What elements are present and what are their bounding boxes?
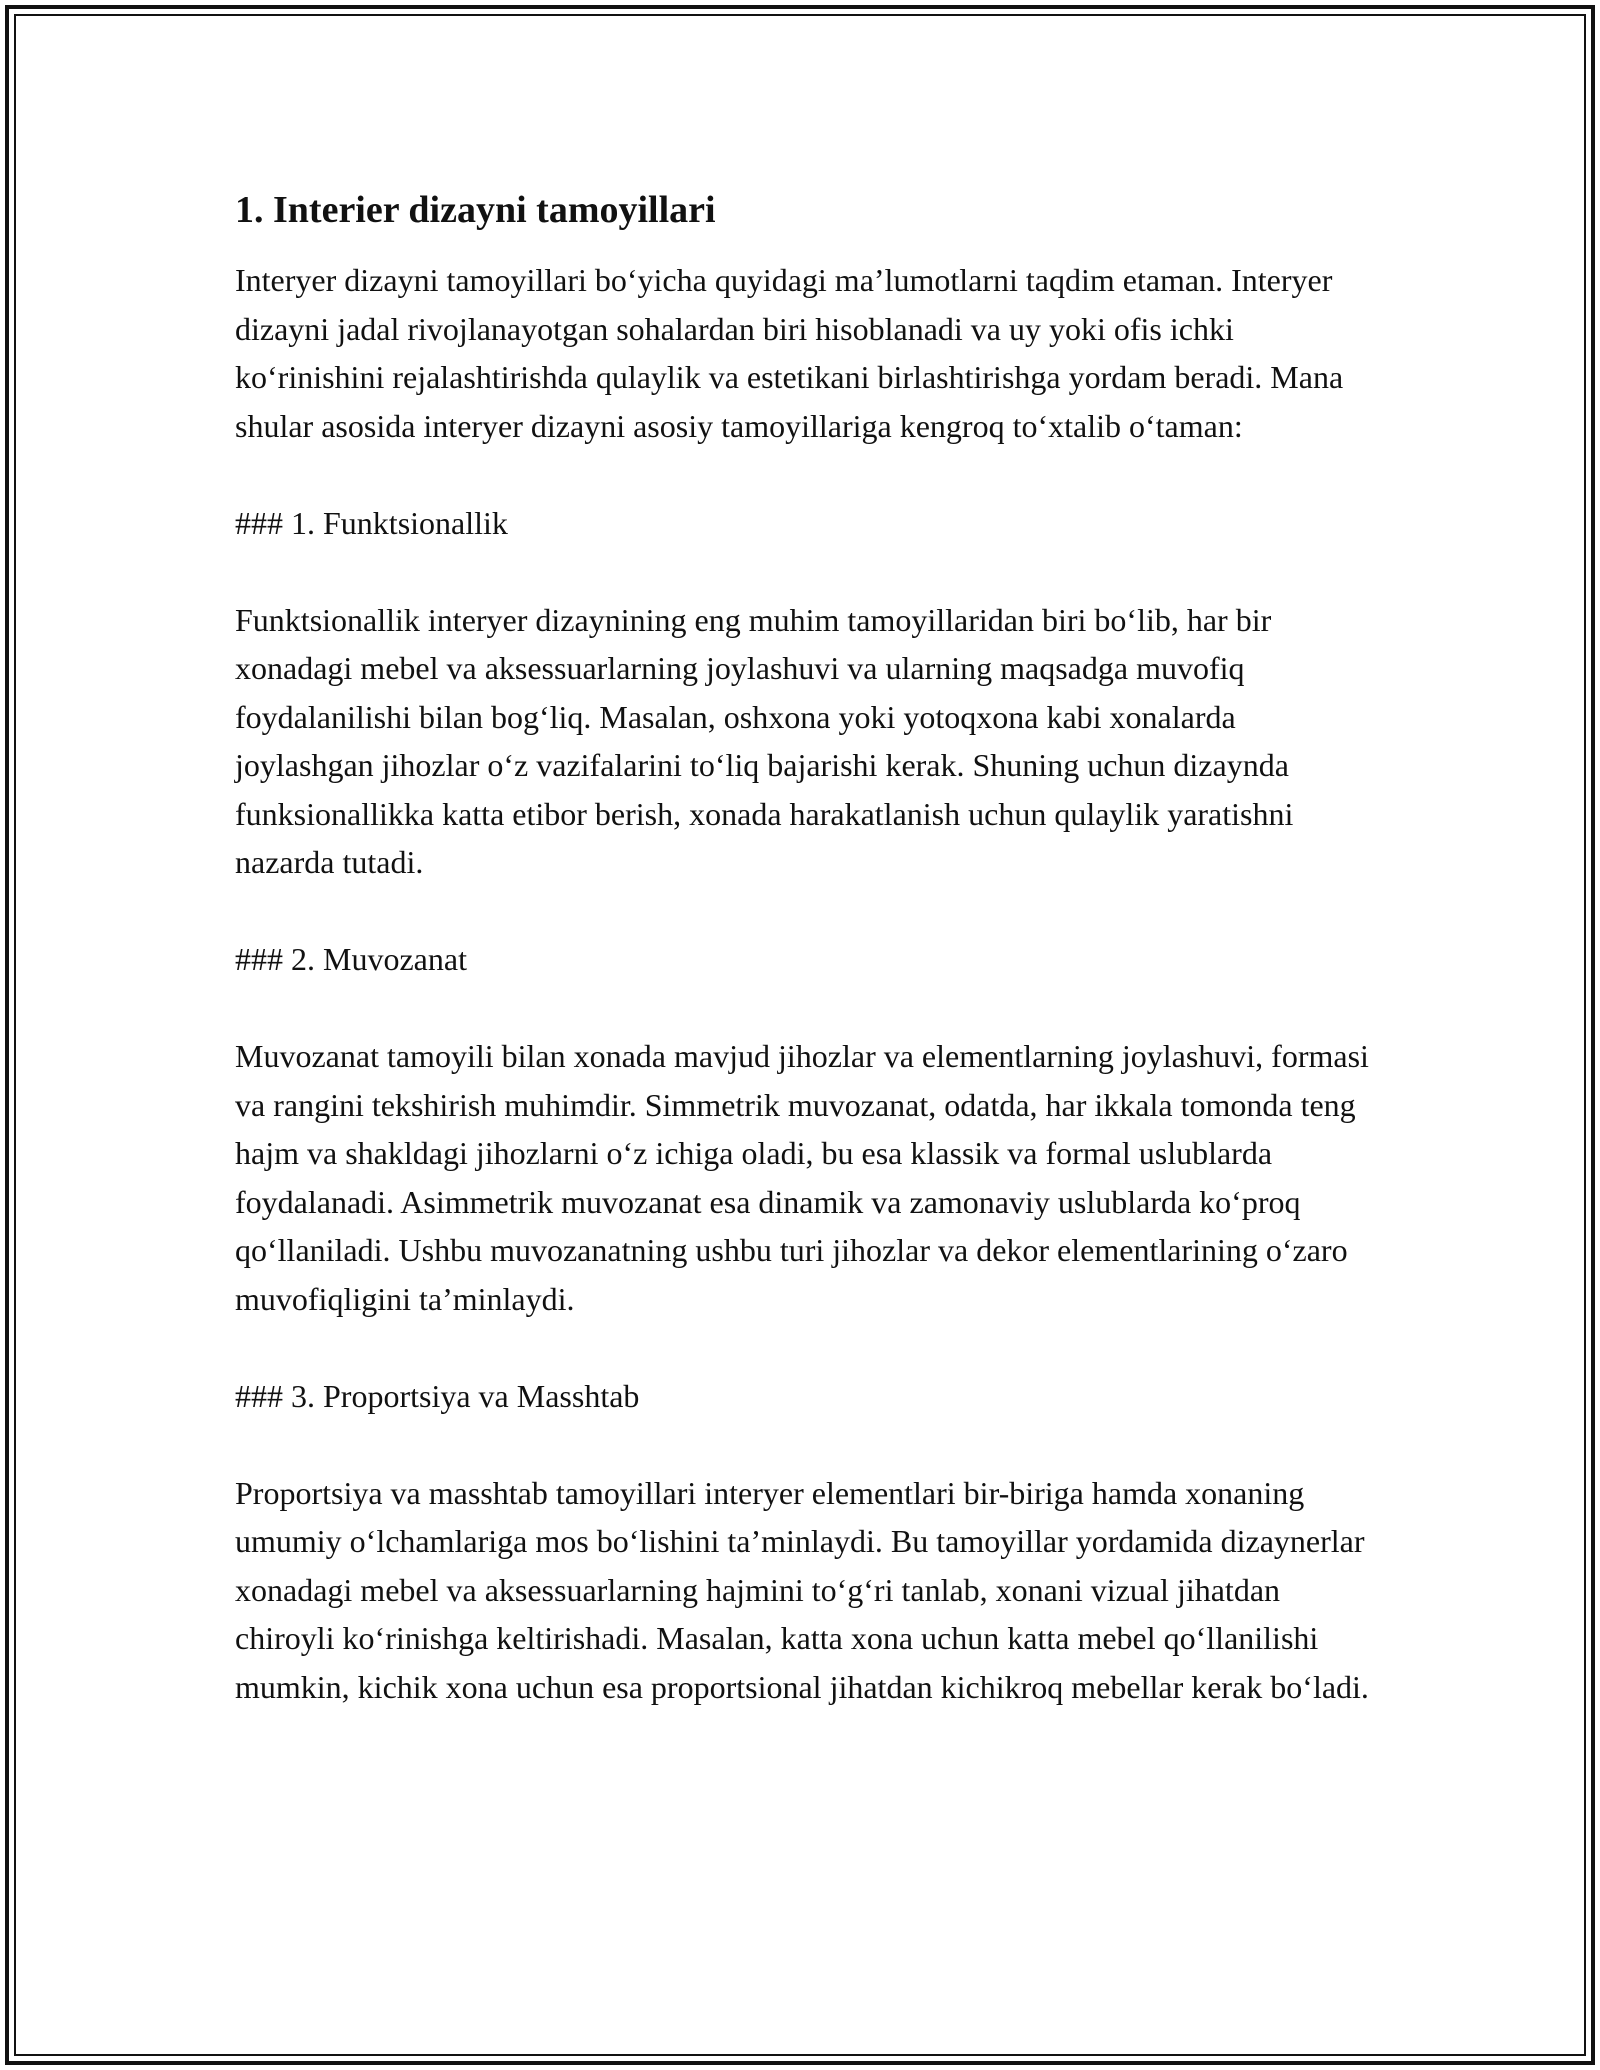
section-heading-proportsiya: ### 3. Proportsiya va Masshtab [235,1377,640,1414]
section-heading-funktsionallik: ### 1. Funktsionallik [235,504,508,541]
section-heading-muvozanat: ### 2. Muvozanat [235,941,467,977]
section-body-proportsiya: Proportsiya va masshtab tamoyillari interyer elementlari bir-biriga hamda xonaning umumiy o‘lchamlariga mos bo‘lishini ta’minlaydi. Bu tamoyillar yordamida dizaynerlar xonadagi mebel va aksessuarlarning hajmini to‘g‘ri tanlab, xonani vizual jihatdan chiroyli ko‘rinishga keltirishadi. Masalan, katta xona uchun katta mebel qo‘llanilishi mumkin, kichik xona uchun esa proportsional jihatdan kichikroq mebellar kerak bo‘ladi. [235,1474,1369,1705]
section-body-funktsionallik: Funktsionallik interyer dizaynining eng muhim tamoyillaridan biri bo‘lib, har bir xonadagi mebel va aksessuarlarning joylashuvi va ularning maqsadga muvofiq foydalanilishi bilan bog‘liq. Masalan, oshxona yoki yotoqxona kabi xonalarda joylashgan jihozlar o‘z vazifalarini to‘liq bajarishi kerak. Shuning uchun dizaynda funksionallikka katta etibor berish, xonada harakatlanish uchun qulaylik yaratishni nazarda tutadi. [235,601,1294,880]
document-title: 1. Interier dizayni tamoyillari [235,189,716,231]
document-body [235,186,1375,1711]
intro-paragraph: Interyer dizayni tamoyillari bo‘yicha quyidagi ma’lumotlarni taqdim etaman. Interyer dizayni jadal rivojlanayotgan sohalardan biri hisoblanadi va uy yoki ofis ichki ko‘rinishini rejalashtirishda qulaylik va estetikani birlashtirishga yordam beradi. Mana shular asosida interyer dizayni asosiy tamoyillariga kengroq to‘xtalib o‘taman: [235,262,1344,444]
section-body-muvozanat: Muvozanat tamoyili bilan xonada mavjud jihozlar va elementlarning joylashuvi, formasi va rangini tekshirish muhimdir. Simmetrik muvozanat, odatda, har ikkala tomonda teng hajm va shakldagi jihozlarni o‘z ichiga oladi, bu esa klassik va formal uslublarda foydalanadi. Asimmetrik muvozanat esa dinamik va zamonaviy uslublarda ko‘proq qo‘llaniladi. Ushbu muvozanatning ushbu turi jihozlar va dekor elementlarining o‘zaro muvofiqligini ta’minlaydi. [235,1038,1369,1317]
